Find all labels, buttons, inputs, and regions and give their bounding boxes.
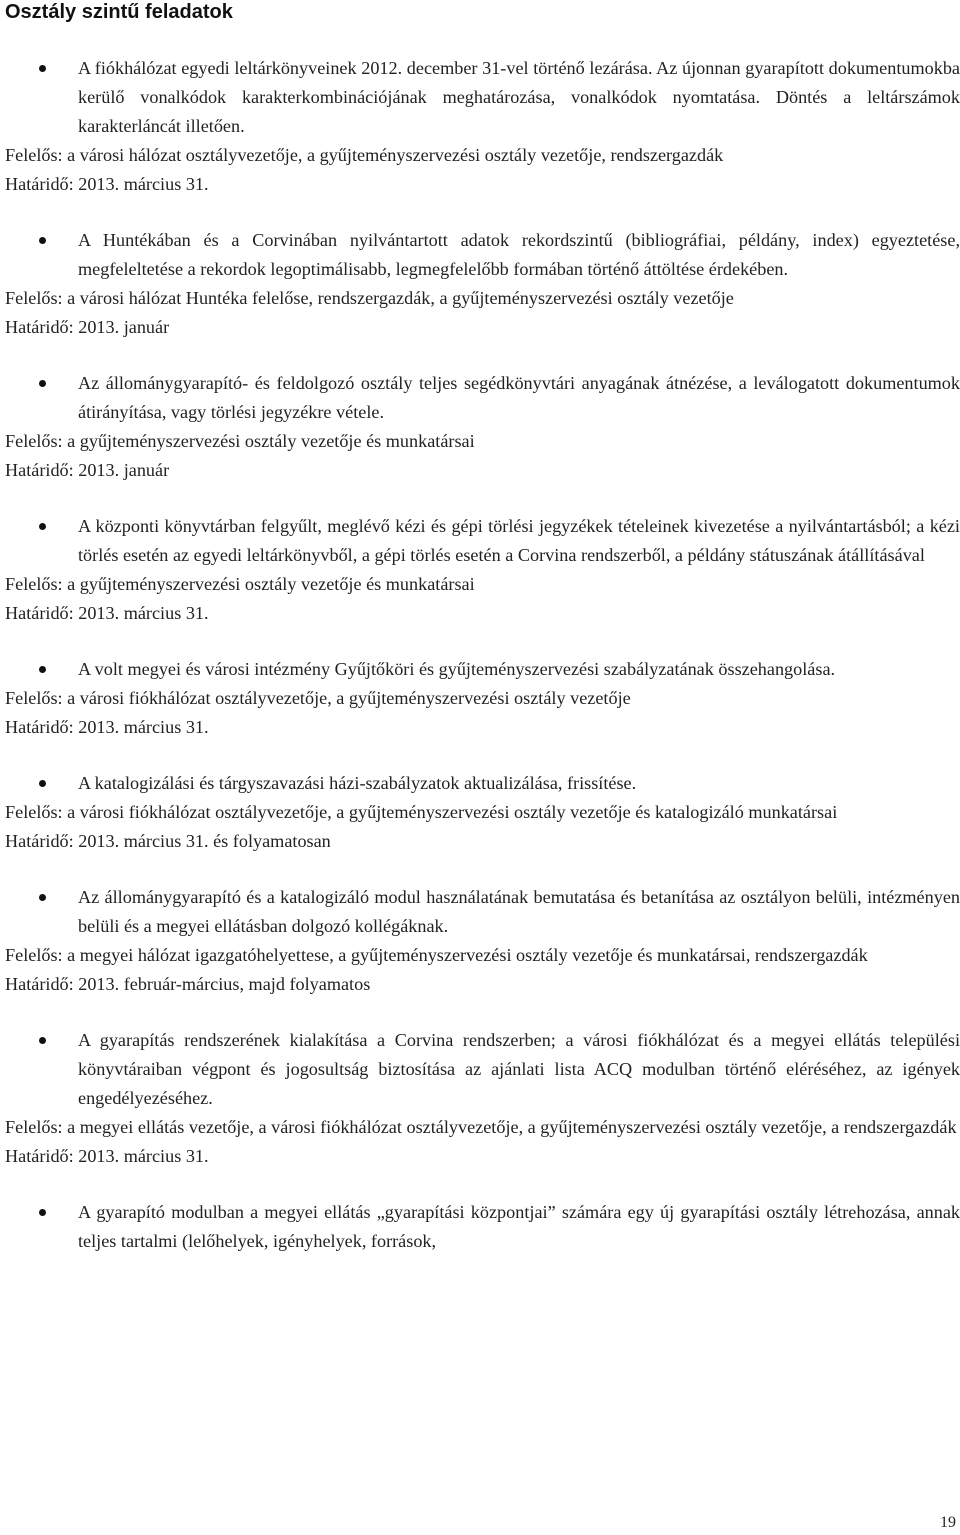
task-text: A fiókhálózat egyedi leltárkönyveinek 2012. december 31-vel történő lezárása. Az újonnan gyarapított dokumentumokba kerülő vonalkódok karakterkombinációjának meghatározása, vonalkódok nyomtatása. Döntés a leltárszámok karakterláncát illetően. xyxy=(78,58,960,136)
bullet-icon xyxy=(39,1209,46,1216)
bullet-icon xyxy=(39,523,46,530)
task-item xyxy=(5,1198,960,1256)
task-8 xyxy=(5,1026,960,1170)
task-text: A gyarapító modulban a megyei ellátás „gyarapítási központjai” számára egy új gyarapítási osztály létrehozása, annak teljes tartalmi (lelőhelyek, igényhelyek, források, xyxy=(78,1202,960,1251)
responsible-line: Felelős: a gyűjteményszervezési osztály vezetője és munkatársai xyxy=(5,574,475,594)
task-item xyxy=(5,226,960,284)
deadline-line: Határidő: 2013. január xyxy=(5,459,170,480)
bullet-icon xyxy=(39,380,46,387)
deadline-line: Határidő: 2013. február-március, majd folyamatos xyxy=(5,973,371,994)
task-list xyxy=(5,54,960,1256)
task-5 xyxy=(5,655,960,741)
task-text: A volt megyei és városi intézmény Gyűjtőköri és gyűjteményszervezési szabályzatának összehangolása. xyxy=(78,659,836,679)
task-text: A gyarapítás rendszerének kialakítása a Corvina rendszerben; a városi fiókhálózat és a megyei ellátás települési könyvtáraiban végpont és jogosultság biztosítása az ajánlati lista ACQ modulban történő eléréséhez, az igények engedélyezéséhez. xyxy=(78,1030,960,1108)
bullet-icon xyxy=(39,780,46,787)
deadline-line: Határidő: 2013. március 31. és folyamatosan xyxy=(5,830,331,851)
task-6 xyxy=(5,769,960,855)
bullet-icon xyxy=(39,894,46,901)
responsible-line: Felelős: a városi hálózat Huntéka felelőse, rendszergazdák, a gyűjteményszervezési osztály vezetője xyxy=(5,288,734,308)
task-4 xyxy=(5,512,960,627)
deadline-line: Határidő: 2013. március 31. xyxy=(5,1145,209,1166)
page-number: 19 xyxy=(940,1514,956,1531)
responsible-line: Felelős: a megyei ellátás vezetője, a városi fiókhálózat osztályvezetője, a gyűjteményszervezési osztály vezetője, a rendszergazdák xyxy=(5,1117,957,1137)
task-7 xyxy=(5,883,960,998)
task-2 xyxy=(5,226,960,341)
deadline-line: Határidő: 2013. március 31. xyxy=(5,716,209,737)
responsible-line: Felelős: a gyűjteményszervezési osztály vezetője és munkatársai xyxy=(5,431,475,451)
responsible-line: Felelős: a városi fiókhálózat osztályvezetője, a gyűjteményszervezési osztály vezetője xyxy=(5,688,631,708)
responsible-line: Felelős: a városi hálózat osztályvezetője, a gyűjteményszervezési osztály vezetője, rendszergazdák xyxy=(5,145,724,165)
document-page xyxy=(5,0,960,1284)
task-text: A katalogizálási és tárgyszavazási házi-szabályzatok aktualizálása, frissítése. xyxy=(78,773,637,793)
bullet-icon xyxy=(39,65,46,72)
task-text: A Huntékában és a Corvinában nyilvántartott adatok rekordszintű (bibliográfiai, példány, index) egyeztetése, megfeleltetése a rekordok legoptimálisabb, legmegfelelőbb formában történő áttöltése érdekében. xyxy=(78,230,960,279)
deadline-line: Határidő: 2013. január xyxy=(5,316,170,337)
task-1 xyxy=(5,54,960,198)
task-item xyxy=(5,1026,960,1113)
task-item xyxy=(5,883,960,941)
task-9 xyxy=(5,1198,960,1256)
task-item xyxy=(5,369,960,427)
task-item xyxy=(5,769,960,798)
task-item xyxy=(5,54,960,141)
bullet-icon xyxy=(39,1037,46,1044)
responsible-line: Felelős: a megyei hálózat igazgatóhelyettese, a gyűjteményszervezési osztály vezetője és munkatársai, rendszergazdák xyxy=(5,945,868,965)
deadline-line: Határidő: 2013. március 31. xyxy=(5,173,209,194)
bullet-icon xyxy=(39,666,46,673)
task-text: Az állománygyarapító- és feldolgozó osztály teljes segédkönyvtári anyagának átnézése, a leválogatott dokumentumok átirányítása, vagy törlési jegyzékre vétele. xyxy=(78,373,960,422)
deadline-line: Határidő: 2013. március 31. xyxy=(5,602,209,623)
responsible-line: Felelős: a városi fiókhálózat osztályvezetője, a gyűjteményszervezési osztály vezetője és katalogizáló munkatársai xyxy=(5,802,838,822)
task-text: A központi könyvtárban felgyűlt, meglévő kézi és gépi törlési jegyzékek tételeinek kivezetése a nyilvántartásból; a kézi törlés esetén az egyedi leltárkönyvből, a gépi törlés esetén a Corvina rendszerből, a példány státuszának átállításával xyxy=(78,516,960,565)
task-item xyxy=(5,512,960,570)
task-3 xyxy=(5,369,960,484)
task-item xyxy=(5,655,960,684)
bullet-icon xyxy=(39,237,46,244)
section-heading: Osztály szintű feladatok xyxy=(5,1,233,23)
task-text: Az állománygyarapító és a katalogizáló modul használatának bemutatása és betanítása az osztályon belüli, intézményen belüli és a megyei ellátásban dolgozó kollégáknak. xyxy=(78,887,960,936)
